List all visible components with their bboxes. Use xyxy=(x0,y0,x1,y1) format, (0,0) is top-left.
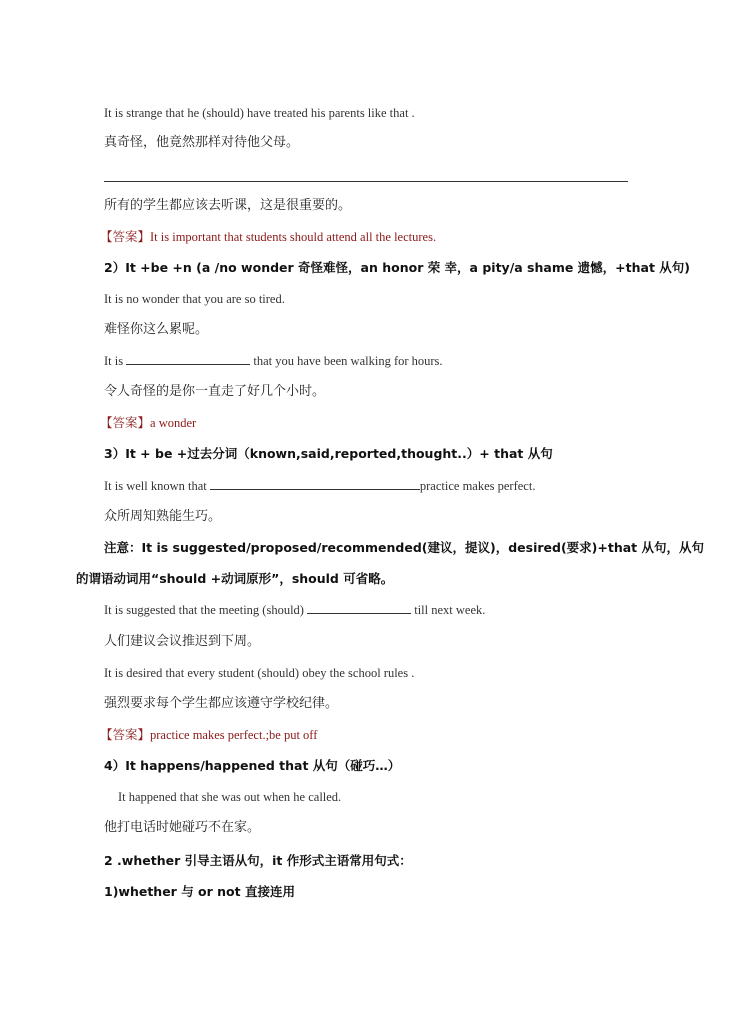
sentence-end: practice makes perfect. xyxy=(419,479,536,493)
section-heading: 2）It +be +n (a /no wonder 奇怪难怪，an honor 荣 幸，a pity/a shame 遗憾，+that 从句) xyxy=(104,260,691,275)
section-title: 2 .whether 引导主语从句，it 作形式主语常用句式： xyxy=(104,853,412,868)
fill-in-sentence xyxy=(104,352,443,370)
sentence-start: It is xyxy=(104,354,124,368)
sentence-end: till next week. xyxy=(414,603,486,617)
example-sentence-en: It happened that she was out when he called. xyxy=(118,790,342,804)
example-translation-zh: 强烈要求每个学生都应该遵守学校纪律。 xyxy=(104,696,339,711)
note-line: 注意：It is suggested/proposed/recommended(建议，提议)，desired(要求)+that 从句，从句 xyxy=(104,540,704,555)
example-translation-zh: 令人奇怪的是你一直走了好几个小时。 xyxy=(104,384,326,399)
example-sentence-en: It is desired that every student (should) obey the school rules . xyxy=(104,666,415,680)
example-sentence-en: It is strange that he (should) have treated his parents like that . xyxy=(104,106,415,120)
fill-in-blank xyxy=(307,601,411,614)
section-heading: 4）It happens/happened that 从句（碰巧…） xyxy=(104,758,401,773)
answer-tag: 【答案】 xyxy=(100,727,151,742)
subsection-title: 1)whether 与 or not 直接连用 xyxy=(104,884,295,899)
fill-in-sentence xyxy=(104,477,535,495)
example-translation-zh: 人们建议会议推迟到下周。 xyxy=(104,634,261,649)
answer-text: practice makes perfect.;be put off xyxy=(150,728,318,742)
note-line: 的谓语动词用“should +动词原形”，should 可省略。 xyxy=(76,571,394,586)
fill-in-sentence xyxy=(104,601,485,619)
example-sentence-en: It is no wonder that you are so tired. xyxy=(104,292,285,306)
sentence-start: It is well known that xyxy=(104,479,207,493)
section-heading: 3）It + be +过去分词（known,said,reported,thought..）+ that 从句 xyxy=(104,446,553,461)
answer-line xyxy=(100,228,436,246)
example-translation-zh: 难怪你这么累呢。 xyxy=(104,322,209,337)
answer-text: a wonder xyxy=(150,416,197,430)
fill-in-blank xyxy=(126,352,250,365)
answer-tag: 【答案】 xyxy=(100,229,151,244)
answer-line xyxy=(100,414,196,432)
example-translation-zh: 他打电话时她碰巧不在家。 xyxy=(104,820,261,835)
exercise-prompt-zh: 所有的学生都应该去听课，这是很重要的。 xyxy=(104,198,352,213)
answer-line xyxy=(100,726,317,744)
example-translation-zh: 真奇怪，他竟然那样对待他父母。 xyxy=(104,135,300,150)
sentence-end: that you have been walking for hours. xyxy=(253,354,443,368)
fill-in-blank xyxy=(210,477,420,490)
blank-answer-line xyxy=(104,181,628,182)
answer-tag: 【答案】 xyxy=(100,415,151,430)
answer-text: It is important that students should attend all the lectures. xyxy=(150,230,437,244)
sentence-start: It is suggested that the meeting (should) xyxy=(104,603,304,617)
example-translation-zh: 众所周知熟能生巧。 xyxy=(104,509,222,524)
